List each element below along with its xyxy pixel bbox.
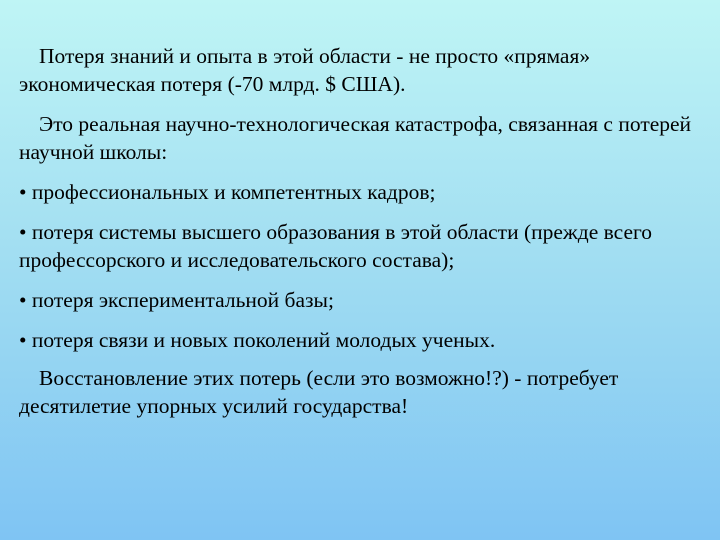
bullet-personnel: • профессиональных и компетентных кадров;	[19, 180, 436, 204]
bullet-higher-education: • потеря системы высшего образования в этой области (прежде всего профессорского и исследовательского состава);	[19, 220, 653, 272]
bullet-generations: • потеря связи и новых поколений молодых ученых.	[19, 328, 496, 352]
paragraph-catastrophe: Это реальная научно-технологическая катастрофа, связанная с потерей научной школы:	[19, 112, 692, 164]
paragraph-recovery: Восстановление этих потерь (если это возможно!?) - потребует десятилетие упорных усилий государства!	[19, 366, 619, 418]
bullet-experimental-base: • потеря экспериментальной базы;	[19, 288, 334, 312]
slide-body	[19, 42, 703, 420]
paragraph-intro: Потеря знаний и опыта в этой области - не просто «прямая» экономическая потеря (-70 млрд. $ США).	[19, 44, 591, 96]
